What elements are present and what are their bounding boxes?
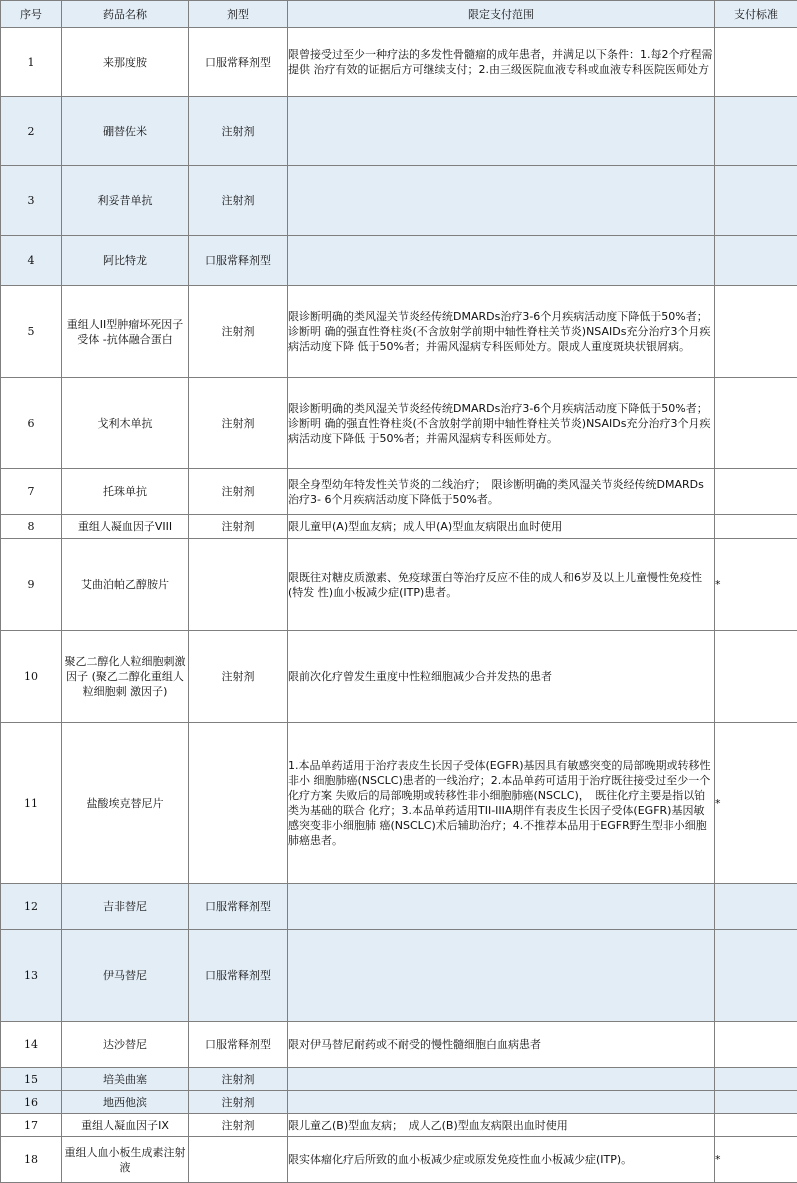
table-header-row xyxy=(1,1,797,28)
payment-standard xyxy=(715,884,797,930)
payment-standard xyxy=(715,515,797,539)
payment-scope: 1.本品单药适用于治疗表皮生长因子受体(EGFR)基因具有敏感突变的局部晚期或转移性非小 细胞肺癌(NSCLC)患者的一线治疗；2.本品单药可适用于治疗既往接受过至少一个化疗方案 失败后的局部晚期或转移性非小细胞肺癌(NSCLC)， 既往化疗主要是指以铂类为基础的联合 化疗；3.本品单药适用TII-IIIA期伴有表皮生长因子受体(EGFR)基因敏感突变非小细胞肺 癌(NSCLC)术后辅助治疗；4.不推荐本品用于EGFR野生型非小细胞肺癌患者。 xyxy=(288,723,715,884)
payment-scope: 限诊断明确的类风湿关节炎经传统DMARDs治疗3-6个月疾病活动度下降低于50%者；诊断明 确的强直性脊柱炎(不含放射学前期中轴性脊柱关节炎)NSAIDs充分治疗3个月疾病活动度下降 低于50%者；并需风湿病专科医师处方。限成人重度斑块状银屑病。 xyxy=(288,286,715,378)
drug-name: 培美曲塞 xyxy=(62,1068,189,1091)
drug-name: 地西他滨 xyxy=(62,1091,189,1114)
table-row xyxy=(1,1137,797,1183)
header-drug-name: 药品名称 xyxy=(62,1,189,28)
drug-name: 吉非替尼 xyxy=(62,884,189,930)
dosage-form: 口服常释剂型 xyxy=(189,884,288,930)
header-payment-scope: 限定支付范围 xyxy=(288,1,715,28)
dosage-form xyxy=(189,1137,288,1183)
payment-scope: 限诊断明确的类风湿关节炎经传统DMARDs治疗3-6个月疾病活动度下降低于50%者；诊断明 确的强直性脊柱炎(不含放射学前期中轴性脊柱关节炎)NSAIDs充分治疗3个月疾病活动度下降低 于50%者；并需风湿病专科医师处方。 xyxy=(288,378,715,469)
drug-name: 聚乙二醇化人粒细胞刺激因子 (聚乙二醇化重组人粒细胞刺 激因子) xyxy=(62,631,189,723)
row-index: 5 xyxy=(1,286,62,378)
row-index: 16 xyxy=(1,1091,62,1114)
table-row xyxy=(1,286,797,378)
payment-standard xyxy=(715,286,797,378)
payment-standard xyxy=(715,1022,797,1068)
payment-scope xyxy=(288,884,715,930)
table-row xyxy=(1,166,797,236)
drug-name: 托珠单抗 xyxy=(62,469,189,515)
drug-name: 艾曲泊帕乙醇胺片 xyxy=(62,539,189,631)
header-dosage-form: 剂型 xyxy=(189,1,288,28)
drug-name: 盐酸埃克替尼片 xyxy=(62,723,189,884)
payment-standard xyxy=(715,1114,797,1137)
row-index: 13 xyxy=(1,930,62,1022)
dosage-form: 口服常释剂型 xyxy=(189,236,288,286)
drug-name: 戈利木单抗 xyxy=(62,378,189,469)
payment-scope: 限对伊马替尼耐药或不耐受的慢性髓细胞白血病患者 xyxy=(288,1022,715,1068)
drug-name: 来那度胺 xyxy=(62,28,189,97)
dosage-form: 口服常释剂型 xyxy=(189,930,288,1022)
dosage-form xyxy=(189,723,288,884)
table-row xyxy=(1,97,797,166)
row-index: 14 xyxy=(1,1022,62,1068)
row-index: 1 xyxy=(1,28,62,97)
row-index: 11 xyxy=(1,723,62,884)
row-index: 9 xyxy=(1,539,62,631)
drug-name: 伊马替尼 xyxy=(62,930,189,1022)
payment-scope: 限实体瘤化疗后所致的血小板减少症或原发免疫性血小板减少症(ITP)。 xyxy=(288,1137,715,1183)
payment-scope xyxy=(288,930,715,1022)
row-index: 8 xyxy=(1,515,62,539)
row-index: 12 xyxy=(1,884,62,930)
table-row xyxy=(1,723,797,884)
row-index: 10 xyxy=(1,631,62,723)
dosage-form: 口服常释剂型 xyxy=(189,1022,288,1068)
dosage-form: 注射剂 xyxy=(189,1068,288,1091)
payment-scope xyxy=(288,1068,715,1091)
dosage-form: 注射剂 xyxy=(189,631,288,723)
dosage-form: 注射剂 xyxy=(189,515,288,539)
payment-scope xyxy=(288,1091,715,1114)
payment-standard xyxy=(715,166,797,236)
payment-scope: 限儿童甲(A)型血友病；成人甲(A)型血友病限出血时使用 xyxy=(288,515,715,539)
payment-scope xyxy=(288,236,715,286)
row-index: 15 xyxy=(1,1068,62,1091)
payment-standard xyxy=(715,631,797,723)
payment-standard xyxy=(715,97,797,166)
payment-standard xyxy=(715,930,797,1022)
row-index: 18 xyxy=(1,1137,62,1183)
table-row xyxy=(1,1091,797,1114)
payment-scope xyxy=(288,97,715,166)
dosage-form: 口服常释剂型 xyxy=(189,28,288,97)
table-row xyxy=(1,631,797,723)
payment-standard: * xyxy=(715,1137,797,1183)
payment-scope: 限前次化疗曾发生重度中性粒细胞减少合并发热的患者 xyxy=(288,631,715,723)
payment-standard xyxy=(715,378,797,469)
dosage-form xyxy=(189,539,288,631)
header-index: 序号 xyxy=(1,1,62,28)
dosage-form: 注射剂 xyxy=(189,469,288,515)
drug-name: 重组人凝血因子IX xyxy=(62,1114,189,1137)
table-row xyxy=(1,378,797,469)
row-index: 6 xyxy=(1,378,62,469)
table-row xyxy=(1,539,797,631)
payment-standard xyxy=(715,28,797,97)
table-row xyxy=(1,515,797,539)
drug-name: 硼替佐米 xyxy=(62,97,189,166)
table-row xyxy=(1,1068,797,1091)
table-row xyxy=(1,930,797,1022)
drug-name: 重组人凝血因子VIII xyxy=(62,515,189,539)
payment-standard xyxy=(715,1091,797,1114)
payment-standard xyxy=(715,469,797,515)
row-index: 7 xyxy=(1,469,62,515)
payment-scope: 限全身型幼年特发性关节炎的二线治疗； 限诊断明确的类风湿关节炎经传统DMARDs治疗3- 6个月疾病活动度下降低于50%者。 xyxy=(288,469,715,515)
table-row xyxy=(1,884,797,930)
row-index: 3 xyxy=(1,166,62,236)
payment-scope: 限儿童乙(B)型血友病； 成人乙(B)型血友病限出血时使用 xyxy=(288,1114,715,1137)
drug-name: 重组人II型肿瘤坏死因子受体 -抗体融合蛋白 xyxy=(62,286,189,378)
dosage-form: 注射剂 xyxy=(189,286,288,378)
drug-name: 利妥昔单抗 xyxy=(62,166,189,236)
payment-standard xyxy=(715,1068,797,1091)
drug-name: 达沙替尼 xyxy=(62,1022,189,1068)
drug-name: 重组人血小板生成素注射液 xyxy=(62,1137,189,1183)
dosage-form: 注射剂 xyxy=(189,1114,288,1137)
row-index: 17 xyxy=(1,1114,62,1137)
payment-standard xyxy=(715,236,797,286)
table-row xyxy=(1,1022,797,1068)
dosage-form: 注射剂 xyxy=(189,1091,288,1114)
drug-name: 阿比特龙 xyxy=(62,236,189,286)
row-index: 4 xyxy=(1,236,62,286)
dosage-form: 注射剂 xyxy=(189,97,288,166)
table-row xyxy=(1,1114,797,1137)
payment-scope: 限曾接受过至少一种疗法的多发性骨髓瘤的成年患者，并满足以下条件：1.每2个疗程需提供 治疗有效的证据后方可继续支付；2.由三级医院血液专科或血液专科医院医师处方 xyxy=(288,28,715,97)
header-payment-standard: 支付标准 xyxy=(715,1,797,28)
table-row xyxy=(1,28,797,97)
payment-scope xyxy=(288,166,715,236)
row-index: 2 xyxy=(1,97,62,166)
dosage-form: 注射剂 xyxy=(189,166,288,236)
payment-scope: 限既往对糖皮质激素、免疫球蛋白等治疗反应不佳的成人和6岁及以上儿童慢性免疫性(特发 性)血小板减少症(ITP)患者。 xyxy=(288,539,715,631)
table-row xyxy=(1,469,797,515)
payment-standard: * xyxy=(715,539,797,631)
payment-standard: * xyxy=(715,723,797,884)
table-row xyxy=(1,236,797,286)
dosage-form: 注射剂 xyxy=(189,378,288,469)
